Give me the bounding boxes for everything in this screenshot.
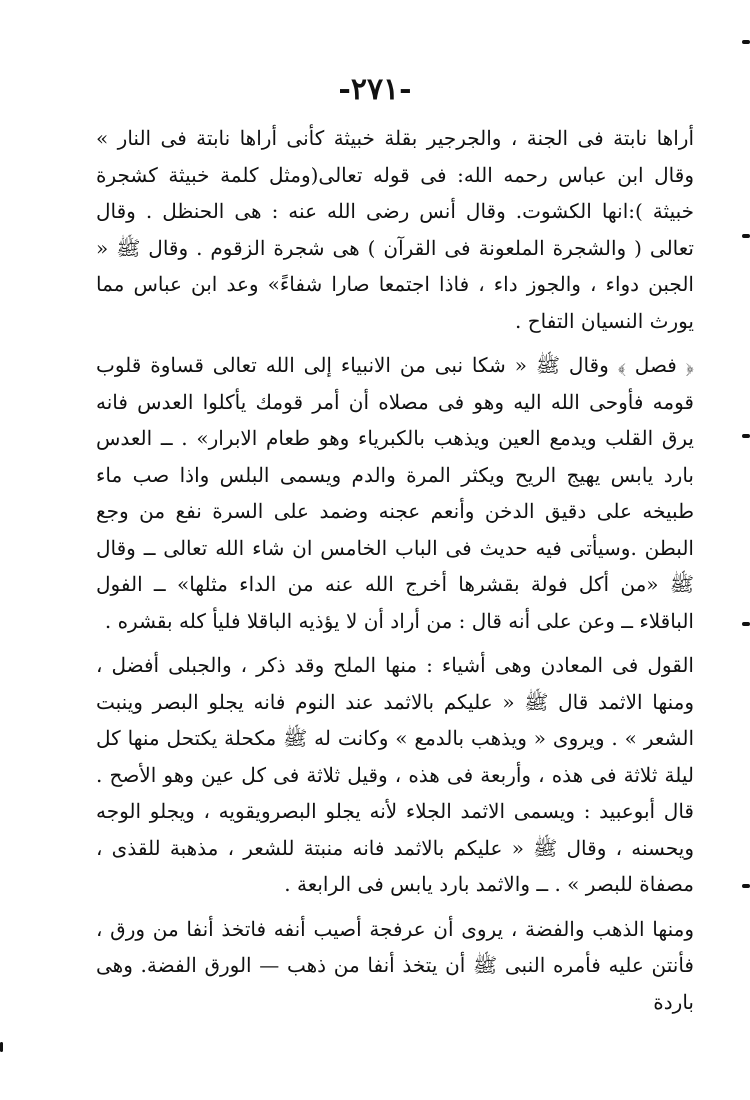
page-number: -٢٧١-	[338, 72, 412, 107]
paragraph-1: أراها نابتة فى الجنة ، والجرجير بقلة خبيثة كأنى أراها نابتة فى النار » وقال ابن عباس رحمه الله: فى قوله تعالى(ومثل كلمة خبيثة كشجرة خبيثة ):انها الكشوت. وقال أنس رضى الله عنه : هى الحنظل . وقال تعالى ( والشجرة الملعونة فى القرآن ) هى شجرة الزقوم . وقال ﷺ « الجبن دواء ، والجوز داء ، فاذا اجتمعا صارا شفاءً» وعد ابن عباس مما يورث النسيان التفاح .	[96, 126, 694, 333]
paragraph-4: ومنها الذهب والفضة ، يروى أن عرفجة أصيب أنفه فاتخذ أنفا من ورق ، فأنتن عليه فأمره النبى ﷺ أن يتخذ أنفا من ذهب — الورق الفضة. وهى باردة	[96, 916, 694, 1014]
scan-edge-mark	[742, 884, 750, 888]
scan-edge-mark	[742, 434, 750, 438]
scan-edge-mark	[0, 1042, 3, 1052]
scan-edge-mark	[742, 40, 750, 44]
paragraph-2: ﴿ فصل ﴾ وقال ﷺ « شكا نبى من الانبياء إلى الله تعالى قساوة قلوب قومه فأوحى الله اليه وهو فى مصلاه أن أمر قومك يأكلوا العدس فانه يرق القلب ويدمع العين ويذهب بالكبرياء وهو طعام الابرار» . ــ العدس بارد يابس يهيج الريح ويكثر المرة والدم ويسمى البلس واذا صب ماء طبيخه على دقيق الدخن وأنعم عجنه وضمد على السرة نفع من وجع البطن .وسيأتى فيه حديث فى الباب الخامس ان شاء الله تعالى ــ وقال ﷺ «من أكل فولة بقشرها أخرج الله عنه من الداء مثلها» ــ الفول الباقلاء ــ وعن على أنه قال : من أراد أن لا يؤذيه الباقلا فليأ كله بقشره .	[96, 353, 694, 633]
scan-edge-mark	[742, 234, 750, 238]
paragraph-3: القول فى المعادن وهى أشياء : منها الملح وقد ذكر ، والجبلى أفضل ، ومنها الاثمد قال ﷺ « عليكم بالاثمد عند النوم فانه يجلو البصر وينبت الشعر » . ويروى « ويذهب بالدمع » وكانت له ﷺ مكحلة يكتحل منها كل ليلة ثلاثة فى هذه ، وأربعة فى هذه ، وقيل ثلاثة فى كل عين وهو الأصح . قال أبوعبيد : ويسمى الاثمد الجلاء لأنه يجلو البصرويقويه ، ويجلو الوجه ويحسنه ، وقال ﷺ « عليكم بالاثمد فانه منبتة للشعر ، مذهبة للقذى ، مصفاة للبصر » . ــ والاثمد بارد يابس فى الرابعة .	[96, 653, 694, 896]
body-text	[96, 120, 694, 1020]
scan-edge-mark	[742, 622, 750, 626]
